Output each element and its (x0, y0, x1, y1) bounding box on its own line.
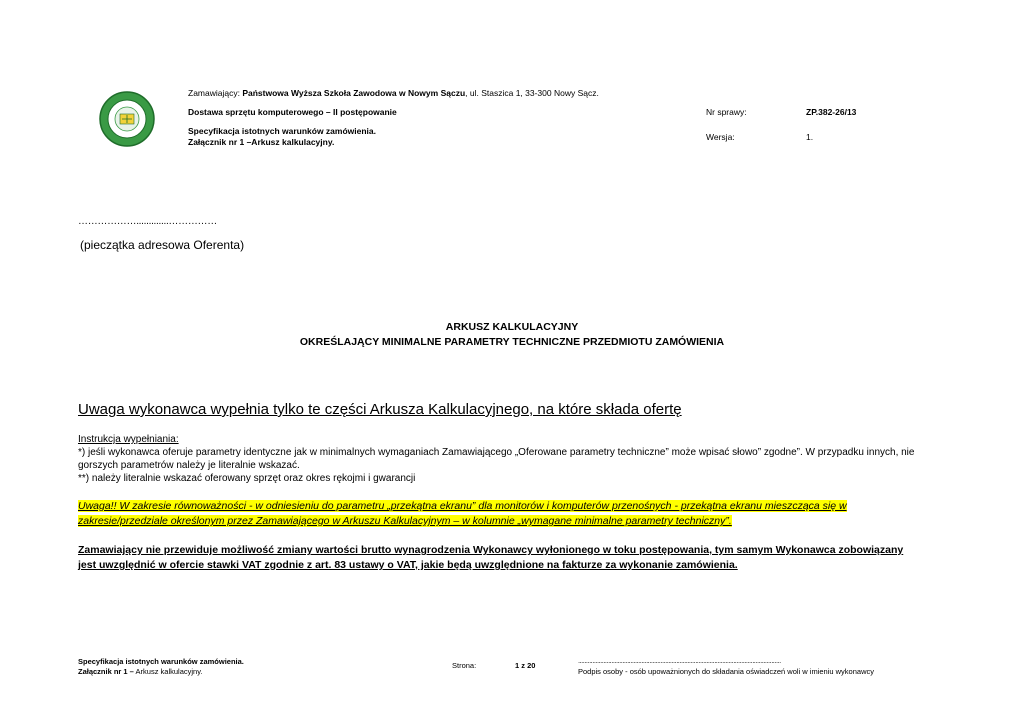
version-value: 1. (806, 132, 814, 142)
stamp-label: (pieczątka adresowa Oferenta) (80, 238, 245, 252)
sheet-title: ARKUSZ KALKULACYJNY (445, 321, 579, 333)
version-label: Wersja: (706, 132, 735, 142)
warning-line-1 (78, 500, 847, 513)
instructions-heading: Instrukcja wypełniania: (78, 434, 179, 445)
warning-line-1-text: Uwaga!! W zakresie równoważności - w odniesieniu do parametru „przekątna ekranu” dla monitorów i komputerów przenośnych - przekątna ekranu mieszcząca się w (78, 500, 847, 512)
instructions-line-1: *) jeśli wykonawca oferuje parametry identyczne jak w minimalnych wymaganiach Zamawiającego „Oferowane parametry techniczne” może wpisać słowo” zgodne”. W przypadku innych, nie (78, 447, 915, 458)
vat-note-line-2: jest uwzględnić w ofercie stawki VAT zgodnie z art. 83 ustawy o VAT, jakie będą uwzględnione na fakturze za wykonanie zamówienia. (78, 559, 738, 571)
footer-attachment (78, 667, 203, 677)
signature-label: Podpis osoby - osób upoważnionych do składania oświadczeń woli w imieniu wykonawcy (578, 667, 874, 676)
case-number-value: ZP.382-26/13 (806, 107, 857, 117)
orderer-line (188, 88, 599, 99)
signature-dots: ................................................................................................................................ (578, 656, 781, 665)
procurement-subject: Dostawa sprzętu komputerowego – II postępowanie (188, 107, 397, 117)
instructions-line-2: gorszych parametrów należy je literalnie wskazać. (78, 460, 300, 471)
stamp-dots: ……………….............…………… (78, 216, 217, 227)
spec-title: Specyfikacja istotnych warunków zamówienia. (188, 126, 377, 136)
orderer-address: , ul. Staszica 1, 33-300 Nowy Sącz. (465, 88, 599, 98)
warning-line-2 (78, 515, 732, 528)
attachment-title: Załącznik nr 1 –Arkusz kalkulacyjny. (188, 137, 335, 147)
instructions-line-3: **) należy literalnie wskazać oferowany sprzęt oraz okres rękojmi i gwarancji (78, 473, 416, 484)
university-seal-logo (98, 90, 156, 148)
footer-attachment-bold: Załącznik nr 1 – (78, 667, 134, 676)
footer-page-label: Strona: (452, 661, 477, 670)
case-number-label: Nr sprawy: (706, 107, 747, 117)
footer-page-number: 1 z 20 (515, 661, 536, 670)
contractor-notice: Uwaga wykonawca wypełnia tylko te części Arkusza Kalkulacyjnego, na które składa ofertę (78, 401, 682, 418)
sheet-subtitle: OKREŚLAJĄCY MINIMALNE PARAMETRY TECHNICZNE PRZEDMIOTU ZAMÓWIENIA (299, 336, 725, 348)
orderer-name: Państwowa Wyższa Szkoła Zawodowa w Nowym Sączu (242, 88, 466, 98)
vat-note-line-1: Zamawiający nie przewiduje możliwość zmiany wartości brutto wynagrodzenia Wykonawcy wyłonionego w toku postępowania, tym samym Wykonawca zobowiązany (78, 544, 904, 556)
footer-attachment-rest: Arkusz kalkulacyjny. (133, 667, 203, 676)
warning-line-2-text: zakresie/przedziale określonym przez Zamawiającego w Arkuszu Kalkulacyjnym – w kolumnie „wymagane minimalne parametry techniczny”. (78, 515, 732, 527)
orderer-label: Zamawiający: (188, 88, 240, 98)
footer-spec-title: Specyfikacja istotnych warunków zamówienia. (78, 657, 244, 666)
